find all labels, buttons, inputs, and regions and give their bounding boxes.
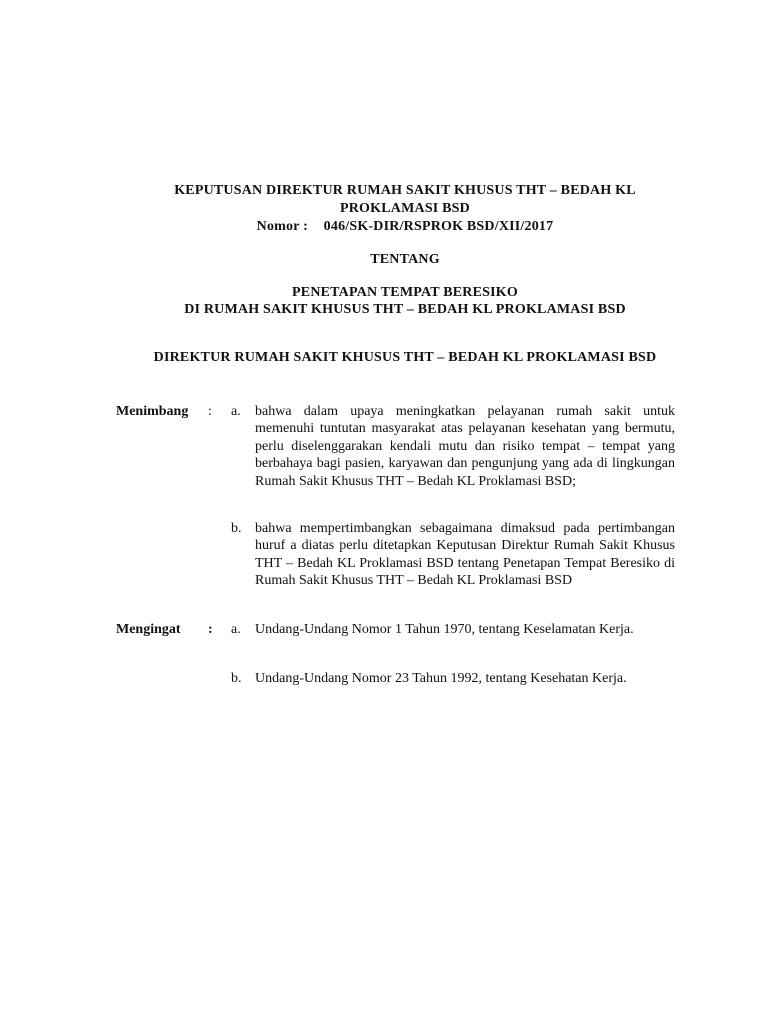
menimbang-colon: :	[208, 404, 212, 419]
subject-line-2: DI RUMAH SAKIT KHUSUS THT – BEDAH KL PROKLAMASI BSD	[184, 302, 626, 317]
decree-number-label: Nomor :	[256, 219, 308, 234]
mengingat-item-a-marker: a.	[231, 622, 241, 637]
mengingat-item-a-text: Undang-Undang Nomor 1 Tahun 1970, tentang Keselamatan Kerja.	[255, 622, 634, 637]
mengingat-item-b-text: Undang-Undang Nomor 23 Tahun 1992, tentang Kesehatan Kerja.	[255, 671, 627, 686]
mengingat-label: Mengingat	[116, 622, 181, 637]
mengingat-colon: :	[208, 622, 213, 637]
subject-line-1: PENETAPAN TEMPAT BERESIKO	[292, 285, 518, 300]
decree-number	[100, 218, 710, 236]
menimbang-item-b-text: bahwa mempertimbangkan sebagaimana dimaksud pada pertimbangan huruf a diatas perlu ditetapkan Keputusan Direktur Rumah Sakit Khusus THT – Bedah KL Proklamasi BSD tentang Penetapan Tempat Beresiko di Rumah Sakit Khusus THT – Bedah KL Proklamasi BSD	[255, 521, 675, 589]
decree-title-line-1: KEPUTUSAN DIREKTUR RUMAH SAKIT KHUSUS THT – BEDAH KL	[174, 183, 636, 198]
decree-number-value: 046/SK-DIR/RSPROK BSD/XII/2017	[323, 219, 554, 234]
director-heading: DIREKTUR RUMAH SAKIT KHUSUS THT – BEDAH KL PROKLAMASI BSD	[153, 350, 657, 365]
menimbang-item-b-marker: b.	[231, 521, 242, 536]
tentang-heading: TENTANG	[370, 252, 440, 267]
menimbang-item-a-marker: a.	[231, 404, 241, 419]
mengingat-item-b-marker: b.	[231, 671, 242, 686]
decree-title-line-2: PROKLAMASI BSD	[340, 201, 470, 216]
menimbang-label: Menimbang	[116, 404, 189, 419]
menimbang-item-a-text: bahwa dalam upaya meningkatkan pelayanan rumah sakit untuk memenuhi tuntutan masyarakat atas pelayanan kesehatan yang bermutu, perlu diselenggarakan kendali mutu dan risiko tempat – tempat yang berbahaya bagi pasien, karyawan dan pengunjung yang ada di lingkungan Rumah Sakit Khusus THT – Bedah KL Proklamasi BSD;	[255, 404, 675, 489]
